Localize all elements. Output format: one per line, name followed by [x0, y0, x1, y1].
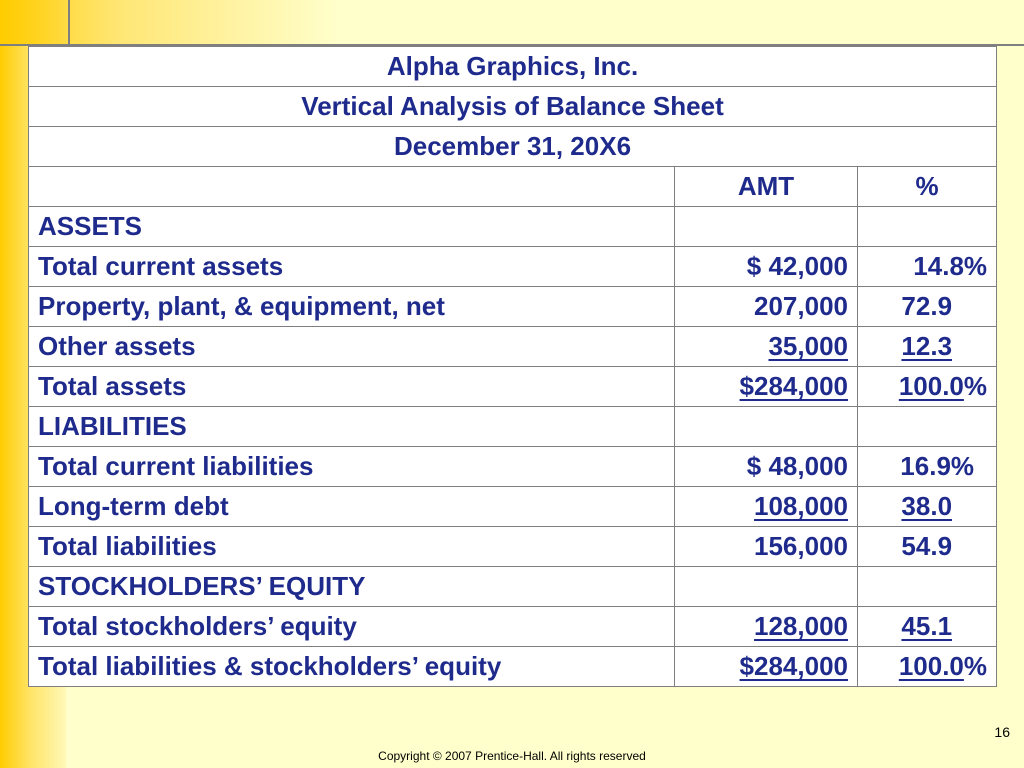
amt-column-header: AMT [675, 167, 858, 207]
row-percent: 38.0 [901, 491, 953, 521]
title-row [29, 47, 997, 87]
section-row-liabilities [29, 407, 997, 447]
table-row [29, 327, 997, 367]
row-percent: 72.9 [858, 287, 997, 327]
row-amount: 207,000 [675, 287, 858, 327]
empty-cell [858, 567, 997, 607]
row-amount-cell [675, 647, 858, 687]
row-label: Total stockholders’ equity [29, 607, 675, 647]
row-label: Total liabilities [29, 527, 675, 567]
table-row [29, 287, 997, 327]
row-label: Total current liabilities [29, 447, 675, 487]
section-heading-equity: STOCKHOLDERS’ EQUITY [29, 567, 675, 607]
row-label: Long-term debt [29, 487, 675, 527]
row-label: Property, plant, & equipment, net [29, 287, 675, 327]
row-amount: 35,000 [768, 331, 848, 361]
company-name: Alpha Graphics, Inc. [29, 47, 997, 87]
table-row [29, 447, 997, 487]
balance-sheet-table [28, 46, 997, 687]
copyright-notice: Copyright © 2007 Prentice-Hall. All rights reserved [378, 749, 646, 763]
subtitle-row [29, 87, 997, 127]
row-percent-cell [858, 367, 997, 407]
empty-cell [675, 207, 858, 247]
row-amount: 128,000 [754, 611, 848, 641]
row-percent-suffix: % [963, 651, 988, 681]
row-amount-cell [675, 487, 858, 527]
row-label: Total current assets [29, 247, 675, 287]
date-row [29, 127, 997, 167]
empty-cell [675, 407, 858, 447]
empty-cell [858, 407, 997, 447]
row-amount: $ 48,000 [675, 447, 858, 487]
row-label: Total assets [29, 367, 675, 407]
row-percent-cell [858, 647, 997, 687]
empty-cell [858, 207, 997, 247]
row-percent: 14.8% [858, 247, 997, 287]
empty-cell [675, 567, 858, 607]
row-percent: 16.9% [858, 447, 997, 487]
table-row [29, 647, 997, 687]
row-amount: 108,000 [754, 491, 848, 521]
row-percent-cell [858, 327, 997, 367]
page-number: 16 [994, 724, 1010, 740]
decorative-vertical-line [68, 0, 70, 46]
section-heading-liabilities: LIABILITIES [29, 407, 675, 447]
row-percent: 54.9 [858, 527, 997, 567]
row-percent-suffix: % [963, 371, 988, 401]
section-row-assets [29, 207, 997, 247]
table-row [29, 247, 997, 287]
row-amount-cell [675, 367, 858, 407]
table-row [29, 607, 997, 647]
row-amount: $284,000 [739, 371, 848, 401]
section-heading-assets: ASSETS [29, 207, 675, 247]
row-percent: 12.3 [901, 331, 953, 361]
report-title: Vertical Analysis of Balance Sheet [29, 87, 997, 127]
row-amount: 156,000 [675, 527, 858, 567]
table-row [29, 487, 997, 527]
row-amount: $ 42,000 [675, 247, 858, 287]
row-label: Total liabilities & stockholders’ equity [29, 647, 675, 687]
row-percent-cell [858, 487, 997, 527]
row-percent: 45.1 [901, 611, 953, 641]
table-row [29, 527, 997, 567]
decorative-top-gradient [0, 0, 340, 46]
row-percent-cell [858, 607, 997, 647]
empty-header-cell [29, 167, 675, 207]
report-date: December 31, 20X6 [29, 127, 997, 167]
row-label: Other assets [29, 327, 675, 367]
row-percent: 100.0 [898, 651, 964, 681]
row-amount: $284,000 [739, 651, 848, 681]
section-row-equity [29, 567, 997, 607]
row-amount-cell [675, 327, 858, 367]
pct-column-header: % [858, 167, 997, 207]
column-header-row [29, 167, 997, 207]
row-amount-cell [675, 607, 858, 647]
table-row [29, 367, 997, 407]
row-percent: 100.0 [898, 371, 964, 401]
